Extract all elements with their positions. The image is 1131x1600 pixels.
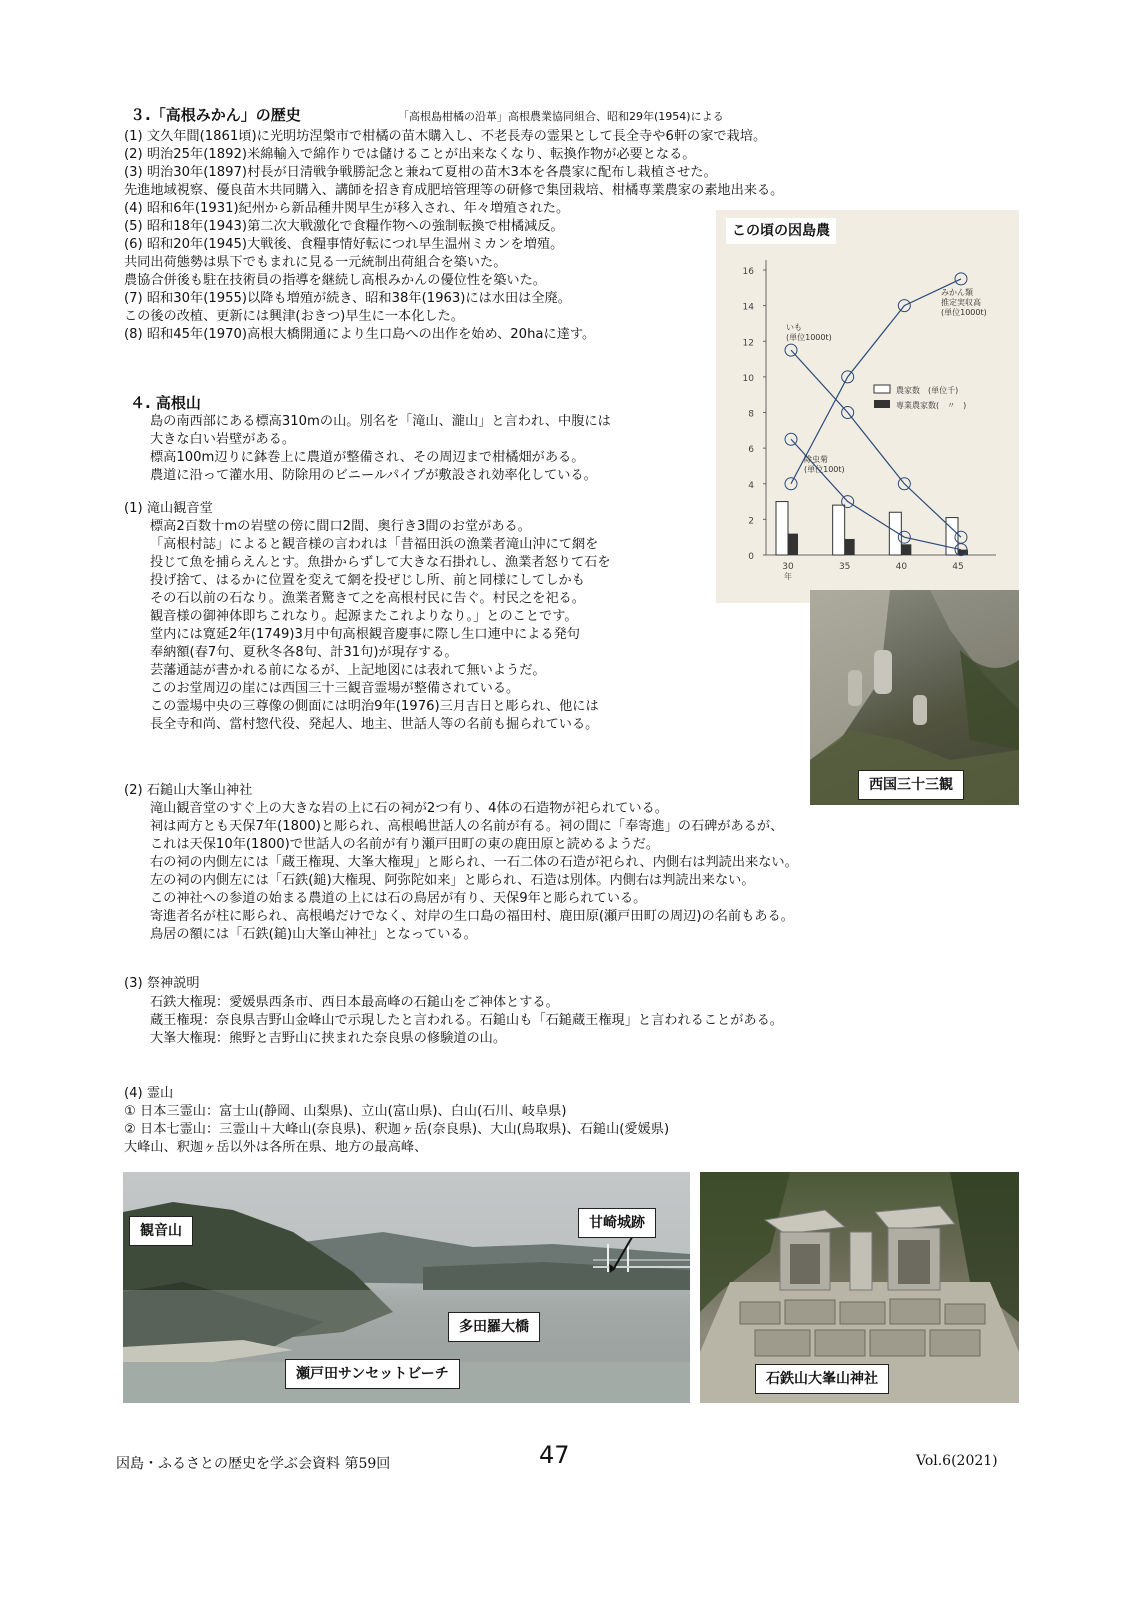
- text-line: この霊場中央の三尊像の側面には明治9年(1976)三月吉日と彫られ、他には: [150, 699, 599, 714]
- text-line: (4) 昭和6年(1931)紀州から新品種井関早生が移入され、年々増殖された。: [124, 201, 570, 216]
- chart-x-tick: 35: [838, 562, 851, 572]
- chart-y-tick: 16: [742, 267, 754, 277]
- shrine-photo-label: 石鉄山大峯山神社: [755, 1364, 889, 1394]
- footer-right: Vol.6(2021): [916, 1453, 998, 1469]
- photo-shrine: [700, 1172, 1019, 1403]
- text-line: 投じて魚を捕らえんとす。魚掛からずして大きな石掛れし、漁業者怒りて石を: [150, 555, 611, 570]
- text-line: この神社への参道の始まる農道の上には石の鳥居が有り、天保9年と彫られている。: [150, 891, 647, 906]
- text-line: 寄進者名が柱に彫られ、高根嶋だけでなく、対岸の生口島の福田村、鹿田原(瀬戸田町の周辺)の名前もある。: [150, 909, 794, 924]
- text-line: 「高根村誌」によると観音様の言われは「昔福田浜の漁業者滝山沖にて網を: [150, 537, 599, 552]
- chart-y-tick: 12: [742, 338, 754, 349]
- panorama-label-beach: 瀬戸田サンセットビーチ: [285, 1359, 460, 1389]
- text-line: 標高2百数十mの岩壁の傍に間口2間、奥行き3間のお堂がある。: [150, 519, 531, 534]
- panorama-label-amasaki: 甘崎城跡: [578, 1208, 656, 1238]
- footer-left: 因島・ふるさとの歴史を学ぶ会資料 第59回: [116, 1456, 391, 1472]
- sub2-lines: [150, 800, 798, 944]
- panorama-label-kannonyama: 観音山: [129, 1216, 193, 1246]
- chart-x-unit: 年: [784, 572, 792, 581]
- text-line: 島の南西部にある標高310mの山。別名を「滝山、瀧山」と言われ、中腹には: [150, 414, 611, 429]
- chart-legend-swatch-2: [874, 400, 890, 408]
- text-line: 観音様の御神体即ちこれなり。起源またこれよりなり。」とのことです。: [150, 609, 578, 624]
- text-line: これは天保10年(1800)で世話人の名前が有り瀬戸田町の東の鹿田原と読めるようだ。: [150, 837, 660, 852]
- text-line: 先進地域視察、優良苗木共同購入、講師を招き育成肥培管理等の研修で集団栽培、柑橘専業農家の素地出来る。: [124, 183, 784, 198]
- text-line: (7) 昭和30年(1955)以降も増殖が続き、昭和38年(1963)には水田は全廃。: [124, 291, 571, 306]
- chart-figure: [716, 210, 1019, 603]
- text-line: 奉納額(春7句、夏秋冬各8句、計31句)が現存する。: [150, 645, 458, 660]
- chart-x-tick: 45: [952, 562, 964, 572]
- sub1-title: (1) 滝山観音堂: [124, 501, 213, 516]
- chart-bar-fulltime: [788, 534, 798, 555]
- chart-label-jokyo: 除虫菊: [804, 455, 828, 464]
- sub2-title: (2) 石鎚山大峯山神社: [124, 783, 253, 798]
- chart-y-tick: 2: [748, 516, 754, 527]
- text-line: ① 日本三霊山：富士山(静岡、山梨県)、立山(富山県)、白山(石川、岐阜県): [124, 1104, 567, 1119]
- text-line: この後の改植、更新には興津(おきつ)早生に一本化した。: [124, 309, 464, 324]
- chart-y-tick: 6: [748, 445, 754, 456]
- text-line: (5) 昭和18年(1943)第二次大戦激化で食糧作物への強制転換で柑橘減反。: [124, 219, 564, 234]
- text-line: (3) 明治30年(1897)村長が日清戦争戦勝記念と兼ねて夏柑の苗木3本を各農家に配布し栽植させた。: [124, 165, 717, 180]
- chart-bar-farms: [776, 502, 788, 555]
- chart-y-tick: 8: [748, 409, 754, 420]
- section3-list: [124, 128, 783, 344]
- chart-x-tick: 40: [895, 562, 908, 572]
- chart-bar-fulltime: [901, 544, 911, 555]
- text-line: 蔵王権現：奈良県吉野山金峰山で示現したと言われる。石鎚山も「石鎚蔵王権現」と言われることがある。: [150, 1013, 783, 1028]
- text-line: 長全寺和尚、當村惣代役、発起人、地主、世話人等の名前も掘られている。: [150, 717, 599, 732]
- text-line: ② 日本七霊山：三霊山＋大峰山(奈良県)、釈迦ヶ岳(奈良県)、大山(鳥取県)、石鎚山(愛媛県): [124, 1122, 670, 1137]
- chart-legend-swatch-1: [874, 385, 890, 393]
- chart-line: [791, 350, 961, 537]
- photo-panorama: [123, 1172, 690, 1403]
- sub3-lines: [150, 994, 783, 1048]
- chart-label-mikan3: (単位1000t): [941, 308, 987, 317]
- text-line: (1) 文久年間(1861頃)に光明坊涅槃市で柑橘の苗木購入し、不老長寿の霊果として長全寺や6軒の家で栽培。: [124, 129, 767, 144]
- chart-y-tick: 0: [748, 552, 754, 562]
- text-line: 左の祠の内側左には「石鉄(鎚)大権現、阿弥陀如来」と彫られ、石造は別体。内側右は判読出来ない。: [150, 873, 755, 888]
- text-line: 芸藩通誌が書かれる前になるが、上記地図には表れて無いようだ。: [150, 663, 546, 678]
- text-line: 鳥居の額には「石鉄(鎚)山大峯山神社」となっている。: [150, 927, 477, 942]
- text-line: 右の祠の内側左には「蔵王権現、大峯大権現」と彫られ、一石二体の石造が祀られ、内側右は判読出来ない。: [150, 855, 798, 870]
- chart-label-imo2: (単位1000t): [786, 333, 832, 342]
- text-line: その石以前の石なり。漁業者驚きて之を高根村民に告ぐ。村民之を祀る。: [150, 591, 585, 606]
- chart-legend-1: 農家数 (単位千): [896, 386, 959, 395]
- chart-legend-2: 専業農家数( 〃 ): [896, 401, 967, 410]
- photo-kannon: [810, 590, 1019, 805]
- text-line: (8) 昭和45年(1970)高根大橋開通により生口島への出作を始め、20haに達す。: [124, 327, 596, 342]
- chart-label-imo: いも: [786, 323, 802, 332]
- section3-source: 「高根島柑橘の沿革」高根農業協同組合、昭和29年(1954)による: [398, 110, 724, 123]
- text-line: 共同出荷態勢は県下でもまれに見る一元統制出荷組合を築いた。: [124, 255, 507, 270]
- text-line: 大きな白い岩壁がある。: [150, 432, 296, 447]
- text-line: 大峰山、釈迦ヶ岳以外は各所在県、地方の最高峰、: [124, 1140, 428, 1155]
- section3-title: ３.「高根みかん」の歴史: [130, 106, 301, 124]
- page-number: 47: [539, 1441, 570, 1469]
- chart-bar-farms: [833, 505, 845, 555]
- photo-kannon-label: 西国三十三観: [858, 770, 964, 800]
- text-line: 祠は両方とも天保7年(1800)と彫られ、高根嶋世話人の名前が有る。祠の間に「奉寄進」の石碑があるが、: [150, 819, 784, 834]
- text-line: 大峯大権現：熊野と吉野山に挟まれた奈良県の修験道の山。: [150, 1031, 507, 1046]
- chart-y-tick: 10: [742, 373, 754, 384]
- text-line: 標高100m辺りに鉢巻上に農道が整備され、その周辺まで柑橘畑がある。: [150, 450, 585, 465]
- sub4-lines: [124, 1103, 669, 1157]
- text-line: (2) 明治25年(1892)米綿輸入で綿作りでは儲けることが出来なくなり、転換作物が必要となる。: [124, 147, 696, 162]
- chart-label-jokyo2: (単位100t): [804, 465, 845, 474]
- text-line: 農道に沿って灌水用、防除用のビニールパイプが敷設され効率化している。: [150, 468, 597, 483]
- section4-title: ４. 高根山: [130, 394, 201, 412]
- chart-line: [791, 279, 961, 484]
- text-line: 石鉄大権現：愛媛県西条市、西日本最高峰の石鎚山をご神体とする。: [150, 995, 559, 1010]
- text-line: 投げ捨て、はるかに位置を変えて網を投ぜじし所、前と同様にしてしかも: [150, 573, 585, 588]
- chart-bar-farms: [946, 518, 958, 555]
- chart-caption: この頃の因島農: [726, 218, 836, 244]
- text-line: (6) 昭和20年(1945)大戦後、食糧事情好転につれ早生温州ミカンを増殖。: [124, 237, 564, 252]
- sub3-title: (3) 祭神説明: [124, 976, 200, 991]
- chart-x-tick: 30: [782, 562, 794, 572]
- chart-bar-fulltime: [845, 539, 855, 555]
- text-line: 堂内には寛延2年(1749)3月中旬高根観音慶事に際し生口連中による発句: [150, 627, 580, 642]
- sub1-lines: [150, 518, 611, 734]
- chart-label-mikan: みかん類: [941, 288, 973, 297]
- text-line: このお堂周辺の崖には西国三十三観音霊場が整備されている。: [150, 681, 520, 696]
- sub4-title: (4) 霊山: [124, 1086, 174, 1101]
- text-line: 農協合併後も駐在技術員の指導を継続し高根みかんの優位性を築いた。: [124, 273, 546, 288]
- chart-y-tick: 14: [742, 302, 754, 313]
- chart-svg: [716, 210, 1019, 603]
- chart-label-mikan2: 推定実収高: [941, 298, 981, 307]
- chart-y-tick: 4: [748, 480, 754, 491]
- section4-intro: [150, 413, 611, 485]
- text-line: 滝山観音堂のすぐ上の大きな岩の上に石の祠が2つ有り、4体の石造物が祀られている。: [150, 801, 668, 816]
- panorama-label-tatara: 多田羅大橋: [448, 1312, 540, 1342]
